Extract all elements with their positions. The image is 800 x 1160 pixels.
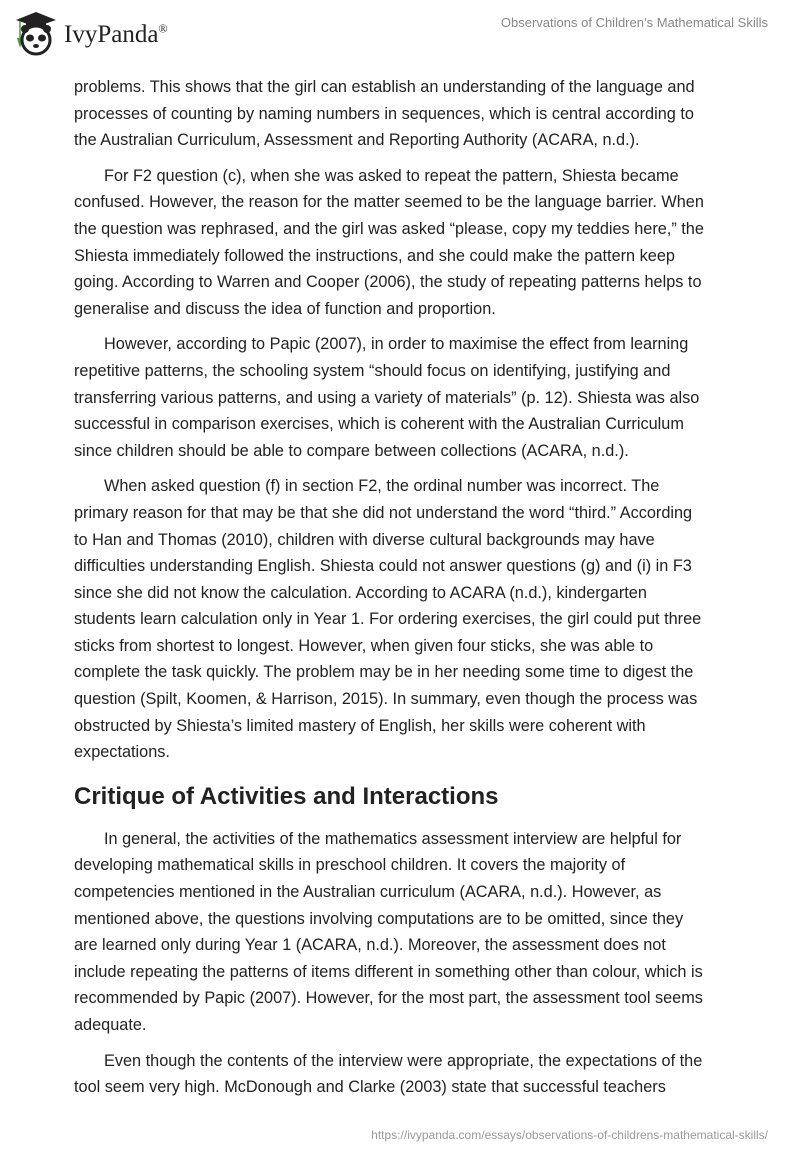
paragraph [74,74,754,154]
text-line: are learned only during Year 1 (ACARA, n.d.). Moreover, the assessment does not [74,936,666,955]
text-line: competencies mentioned in the Australian curriculum (ACARA, n.d.). However, as [74,883,662,902]
text-line: sticks from shortest to longest. However, when given four sticks, she was able to [74,636,654,655]
text-line: to Han and Thomas (2010), children with diverse cultural backgrounds may have [74,530,655,549]
text-line: When asked question (f) in section F2, the ordinal number was incorrect. The [104,477,660,496]
text-line: the question was rephrased, and the girl was asked “please, copy my teddies here,” the [74,219,704,238]
paragraph [74,163,754,323]
text-line: tool seem very high. McDonough and Clarke (2003) state that successful teachers [74,1078,666,1097]
text-line: include repeating the patterns of items different in something other than colour, which is [74,962,703,981]
text-line: adequate. [74,1016,147,1034]
registered-mark: ® [158,21,168,36]
text-line: since she did not know the calculation. According to ACARA (n.d.), kindergarten [74,583,647,602]
paragraph [74,826,754,1039]
text-line: generalise and discuss the idea of function and proportion. [74,299,496,318]
text-line: However, according to Papic (2007), in order to maximise the effect from learning [104,335,689,354]
panda-graduate-icon [12,8,58,56]
ivypanda-logo[interactable] [12,8,168,56]
document-title: Observations of Children’s Mathematical Skills [500,15,768,30]
section-heading: Critique of Activities and Interactions [74,782,499,810]
text-line: primary reason for that may be that she did not understand the word “third.” According [74,503,693,522]
text-line: students learn calculation only in Year 1. For ordering exercises, the girl could put three [74,610,702,629]
text-line: repetitive patterns, the schooling system “should focus on identifying, justifying and [74,361,671,380]
text-line: problems. This shows that the girl can establish an understanding of the language and [74,78,695,96]
footer-url[interactable]: https://ivypanda.com/essays/observations-of-childrens-mathematical-skills/ [371,1128,768,1142]
essay-body [74,74,754,1110]
text-line: expectations. [74,743,170,762]
text-line: Even though the contents of the interview were appropriate, the expectations of the [104,1051,703,1070]
text-line: transferring various patterns, and using a variety of materials” (p. 12). Shiesta was also [74,388,700,407]
text-line: successful in comparison exercises, which is coherent with the Australian Curriculum [74,415,684,434]
text-line: confused. However, the reason for the matter seemed to be the language barrier. When [74,193,704,212]
text-line: going. According to Warren and Cooper (2006), the study of repeating patterns helps to [74,273,702,292]
text-line: the Australian Curriculum, Assessment and Reporting Authority (ACARA, n.d.). [74,131,640,150]
text-line: obstructed by Shiesta’s limited mastery of English, her skills were coherent with [74,716,646,735]
text-line: For F2 question (c), when she was asked to repeat the pattern, Shiesta became [104,166,679,185]
text-line: In general, the activities of the mathematics assessment interview are helpful for [104,829,682,848]
paragraph [74,473,754,766]
text-line: question (Spilt, Koomen, & Harrison, 2015). In summary, even though the process was [74,690,698,709]
text-line: Shiesta immediately followed the instructions, and she could make the pattern keep [74,246,675,265]
text-line: difficulties understanding English. Shiesta could not answer questions (g) and (i) in F3 [74,557,692,576]
paragraph [74,331,754,464]
text-line: recommended by Papic (2007). However, for the most part, the assessment tool seems [74,989,703,1008]
logo-text: IvyPanda [64,21,159,48]
text-line: complete the task quickly. The problem may be in her needing some time to digest the [74,663,694,682]
text-line: mentioned above, the questions involving computations are to be omitted, since they [74,909,684,928]
text-line: processes of counting by naming numbers in sequences, which is central according to [74,104,694,123]
text-line: developing mathematical skills in preschool children. It covers the majority of [74,856,626,875]
text-line: since children should be able to compare between collections (ACARA, n.d.). [74,441,629,460]
paragraph [74,1048,754,1101]
